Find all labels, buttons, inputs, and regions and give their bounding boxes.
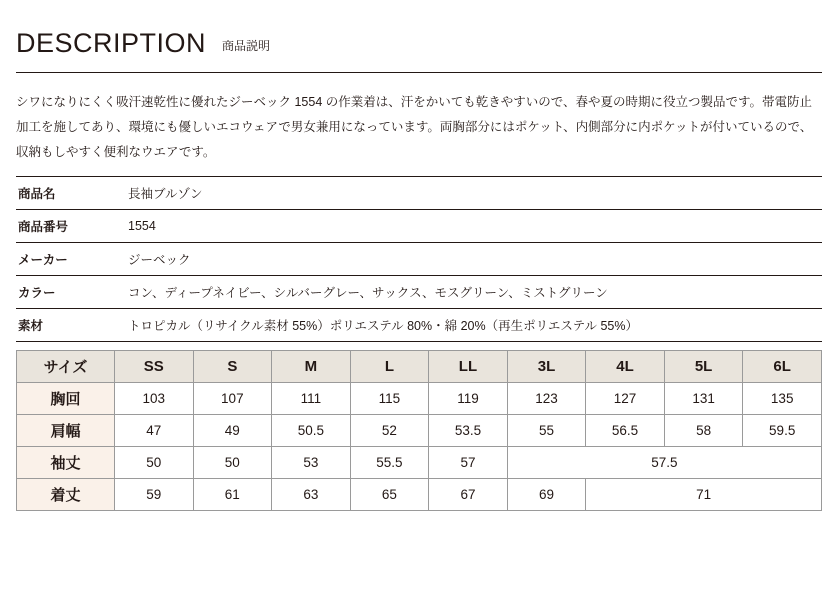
measurement-value: 65 <box>350 479 429 511</box>
measurement-value: 56.5 <box>586 415 665 447</box>
size-column-header: 4L <box>586 351 665 383</box>
measurement-value: 58 <box>664 415 743 447</box>
measurement-value: 69 <box>507 479 586 511</box>
measurement-value: 111 <box>272 383 351 415</box>
size-column-header: S <box>193 351 272 383</box>
spec-table-body <box>16 177 822 342</box>
size-table-corner-label: サイズ <box>17 351 115 383</box>
measurement-value: 50 <box>115 447 194 479</box>
spec-label: カラー <box>18 286 56 300</box>
measurement-value: 127 <box>586 383 665 415</box>
table-row <box>17 415 822 447</box>
measurement-value: 135 <box>743 383 822 415</box>
product-description-text: シワになりにくく吸汗速乾性に優れたジーベック 1554 の作業着は、汗をかいても乾きやすいので、春や夏の時期に役立つ製品です。帯電防止加工を施してあり、環境にも優しいエコウェアで男女兼用になっています。両胸部分にはポケット、内側部分に内ポケットが付いているので、収納もしやすく便利なウエアです。 <box>16 95 813 159</box>
measurement-value: 53.5 <box>429 415 508 447</box>
spec-value: ジーベック <box>128 253 191 267</box>
spec-label: 商品番号 <box>18 220 69 234</box>
measurement-value: 50 <box>193 447 272 479</box>
page-subtitle: 商品説明 <box>222 39 271 53</box>
spec-value: 1554 <box>128 219 156 233</box>
table-row <box>16 276 822 309</box>
size-table <box>16 350 822 511</box>
measurement-value: 52 <box>350 415 429 447</box>
size-table-header-row <box>17 351 822 383</box>
table-row <box>16 210 822 243</box>
measurement-value: 53 <box>272 447 351 479</box>
measurement-value: 57 <box>429 447 508 479</box>
measurement-value: 50.5 <box>272 415 351 447</box>
table-row <box>17 383 822 415</box>
measurement-value: 67 <box>429 479 508 511</box>
measurement-value: 63 <box>272 479 351 511</box>
measurement-value: 107 <box>193 383 272 415</box>
measurement-label: 胸回 <box>17 383 115 415</box>
measurement-value: 59.5 <box>743 415 822 447</box>
size-table-head <box>17 351 822 383</box>
measurement-value: 49 <box>193 415 272 447</box>
spec-value: トロピカル（リサイクル素材 55%）ポリエステル 80%・綿 20%（再生ポリエステル 55%） <box>128 319 638 333</box>
page-title: DESCRIPTION <box>16 28 207 58</box>
measurement-value: 71 <box>586 479 822 511</box>
spec-value: 長袖ブルゾン <box>128 187 203 201</box>
measurement-label: 袖丈 <box>17 447 115 479</box>
page-header <box>16 30 822 57</box>
table-row <box>16 177 822 210</box>
header-divider <box>16 72 822 73</box>
measurement-value: 115 <box>350 383 429 415</box>
table-row <box>17 479 822 511</box>
measurement-value: 123 <box>507 383 586 415</box>
spec-value: コン、ディープネイビー、シルバーグレー、サックス、モスグリーン、ミストグリーン <box>128 286 608 300</box>
size-column-header: M <box>272 351 351 383</box>
size-column-header: 6L <box>743 351 822 383</box>
spec-label: メーカー <box>18 253 68 267</box>
measurement-value: 119 <box>429 383 508 415</box>
table-row <box>17 447 822 479</box>
size-column-header: 3L <box>507 351 586 383</box>
measurement-value: 57.5 <box>507 447 821 479</box>
size-column-header: 5L <box>664 351 743 383</box>
spec-label: 素材 <box>18 319 44 333</box>
spec-label: 商品名 <box>18 187 56 201</box>
measurement-value: 55.5 <box>350 447 429 479</box>
size-table-wrapper <box>16 350 822 511</box>
size-table-body <box>17 383 822 511</box>
spec-table <box>16 176 822 342</box>
size-column-header: SS <box>115 351 194 383</box>
measurement-value: 59 <box>115 479 194 511</box>
measurement-label: 着丈 <box>17 479 115 511</box>
measurement-value: 47 <box>115 415 194 447</box>
measurement-value: 131 <box>664 383 743 415</box>
measurement-value: 61 <box>193 479 272 511</box>
table-row <box>16 309 822 342</box>
size-column-header: L <box>350 351 429 383</box>
measurement-value: 55 <box>507 415 586 447</box>
size-column-header: LL <box>429 351 508 383</box>
measurement-value: 103 <box>115 383 194 415</box>
table-row <box>16 243 822 276</box>
measurement-label: 肩幅 <box>17 415 115 447</box>
